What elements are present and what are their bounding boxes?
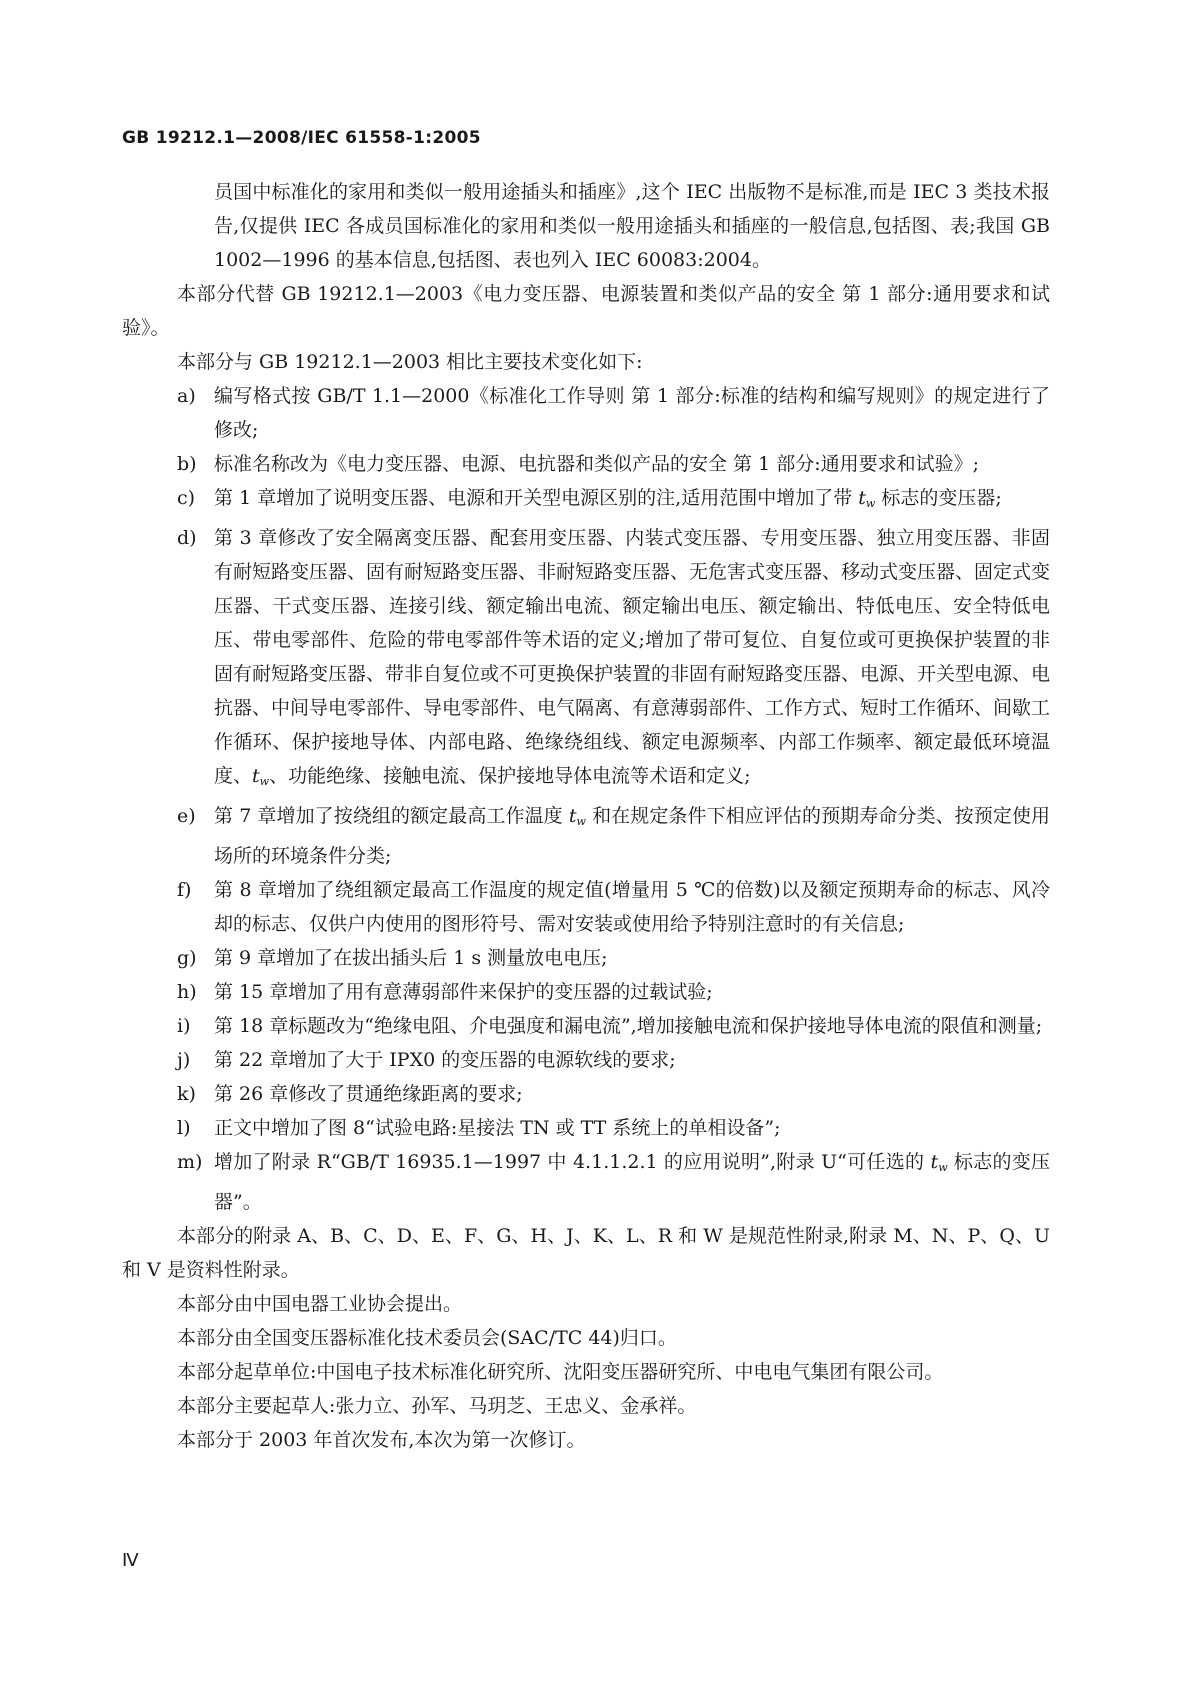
item-label: d) bbox=[177, 527, 197, 549]
list-item-h bbox=[122, 975, 1050, 1009]
foreword-body bbox=[122, 175, 1050, 1457]
list-item-g bbox=[122, 941, 1050, 975]
item-label: e) bbox=[177, 805, 196, 827]
item-label: i) bbox=[177, 1015, 191, 1037]
item-text: 和在规定条件下相应评估的预期寿命分类、按预定使用场所的环境条件分类; bbox=[214, 805, 1050, 867]
list-item-i bbox=[122, 1009, 1050, 1043]
page-number: Ⅳ bbox=[122, 1550, 139, 1570]
item-label: h) bbox=[177, 981, 197, 1003]
item-text: 标志的变压器”。 bbox=[214, 1151, 1051, 1213]
revision-history: 本部分于 2003 年首次发布,本次为第一次修订。 bbox=[177, 1429, 586, 1451]
item-text: 、功能绝缘、接触电流、保护接地导体电流等术语和定义; bbox=[269, 765, 751, 787]
list-item-d bbox=[122, 521, 1050, 799]
item-label: f) bbox=[177, 879, 192, 901]
replace-paragraph: 本部分代替 GB 19212.1—2003《电力变压器、电源装置和类似产品的安全 第 1 部分:通用要求和试验》。 bbox=[122, 283, 1050, 339]
list-item-e bbox=[122, 799, 1050, 873]
item-label: c) bbox=[177, 487, 196, 509]
item-label: l) bbox=[177, 1117, 191, 1139]
list-item-l bbox=[122, 1111, 1050, 1145]
item-text: 标准名称改为《电力变压器、电源、电抗器和类似产品的安全 第 1 部分:通用要求和试验》; bbox=[214, 453, 980, 475]
item-text: 第 22 章增加了大于 IPX0 的变压器的电源软线的要求; bbox=[214, 1049, 676, 1071]
item-text: 第 18 章标题改为“绝缘电阻、介电强度和漏电流”,增加接触电流和保护接地导体电流的限值和测量; bbox=[214, 1015, 1043, 1037]
item-text: 编写格式按 GB/T 1.1—2000《标准化工作导则 第 1 部分:标准的结构和编写规则》的规定进行了修改; bbox=[214, 385, 1050, 441]
item-text: 标志的变压器; bbox=[875, 487, 1002, 509]
item-text: 第 3 章修改了安全隔离变压器、配套用变压器、内装式变压器、专用变压器、独立用变压器、非固有耐短路变压器、固有耐短路变压器、非耐短路变压器、无危害式变压器、移动式变压器、固定式变压器、干式变压器、连接引线、额定输出电流、额定输出电压、额定输出、特低电压、安全特低电压、带电零部件、危险的带电零部件等术语的定义;增加了带可复位、自复位或可更换保护装置的非固有耐短路变压器、带非自复位或不可更换保护装置的非固有耐短路变压器、电源、开关型电源、电抗器、中间导电零部件、导电零部件、电气隔离、有意薄弱部件、工作方式、短时工作循环、间歇工作循环、保护接地导体、内部电路、绝缘绕组线、额定电源频率、内部工作频率、额定最低环境温度、 bbox=[214, 527, 1051, 787]
standard-number-header: GB 19212.1—2008/IEC 61558-1:2005 bbox=[122, 128, 481, 148]
tw-symbol: $t_w$ bbox=[568, 805, 586, 828]
drafters: 本部分主要起草人:张力立、孙军、马玥芝、王忠义、金承祥。 bbox=[177, 1395, 697, 1417]
item-text: 第 15 章增加了用有意薄弱部件来保护的变压器的过载试验; bbox=[214, 981, 713, 1003]
list-item-c bbox=[122, 481, 1050, 521]
drafting-units: 本部分起草单位:中国电子技术标准化研究所、沈阳变压器研究所、中电电气集团有限公司。 bbox=[177, 1361, 944, 1383]
item-label: j) bbox=[177, 1049, 191, 1071]
item-text: 第 1 章增加了说明变压器、电源和开关型电源区别的注,适用范围中增加了带 bbox=[214, 487, 859, 509]
item-text: 第 8 章增加了绕组额定最高工作温度的规定值(增量用 5 ℃的倍数)以及额定预期寿命的标志、风冷却的标志、仅供户内使用的图形符号、需对安装或使用给予特别注意时的有关信息; bbox=[214, 879, 1050, 935]
changes-intro: 本部分与 GB 19212.1—2003 相比主要技术变化如下: bbox=[177, 351, 643, 373]
item-label: b) bbox=[177, 453, 197, 475]
item-label: k) bbox=[177, 1083, 196, 1105]
list-item-a bbox=[122, 379, 1050, 447]
changes-list bbox=[122, 379, 1050, 1219]
list-item-m bbox=[122, 1145, 1050, 1219]
continued-paragraph: 员国中标准化的家用和类似一般用途插头和插座》,这个 IEC 出版物不是标准,而是 IEC 3 类技术报告,仅提供 IEC 各成员国标准化的家用和类似一般用途插头和插座的一般信息,包括图、表;我国 GB 1002—1996 的基本信息,包括图、表也列入 IEC 60083:2004。 bbox=[214, 181, 1050, 271]
item-text: 正文中增加了图 8“试验电路:星接法 TN 或 TT 系统上的单相设备”; bbox=[214, 1117, 781, 1139]
tw-symbol: $t_w$ bbox=[930, 1151, 948, 1174]
item-text: 第 9 章增加了在拔出插头后 1 s 测量放电电压; bbox=[214, 947, 608, 969]
item-label: m) bbox=[177, 1151, 203, 1173]
tw-symbol: $t_w$ bbox=[252, 765, 270, 788]
list-item-k bbox=[122, 1077, 1050, 1111]
annex-paragraph: 本部分的附录 A、B、C、D、E、F、G、H、J、K、L、R 和 W 是规范性附录,附录 M、N、P、Q、U 和 V 是资料性附录。 bbox=[122, 1225, 1050, 1281]
item-label: a) bbox=[177, 385, 196, 407]
item-text: 第 7 章增加了按绕组的额定最高工作温度 bbox=[214, 805, 569, 827]
list-item-b bbox=[122, 447, 1050, 481]
item-text: 增加了附录 R“GB/T 16935.1—1997 中 4.1.1.2.1 的应用说明”,附录 U“可任选的 bbox=[214, 1151, 931, 1173]
tw-symbol: $t_w$ bbox=[858, 487, 876, 510]
item-label: g) bbox=[177, 947, 197, 969]
centralized-by: 本部分由全国变压器标准化技术委员会(SAC/TC 44)归口。 bbox=[177, 1327, 677, 1349]
list-item-j bbox=[122, 1043, 1050, 1077]
proposed-by: 本部分由中国电器工业协会提出。 bbox=[177, 1293, 463, 1315]
item-text: 第 26 章修改了贯通绝缘距离的要求; bbox=[214, 1083, 523, 1105]
list-item-f bbox=[122, 873, 1050, 941]
